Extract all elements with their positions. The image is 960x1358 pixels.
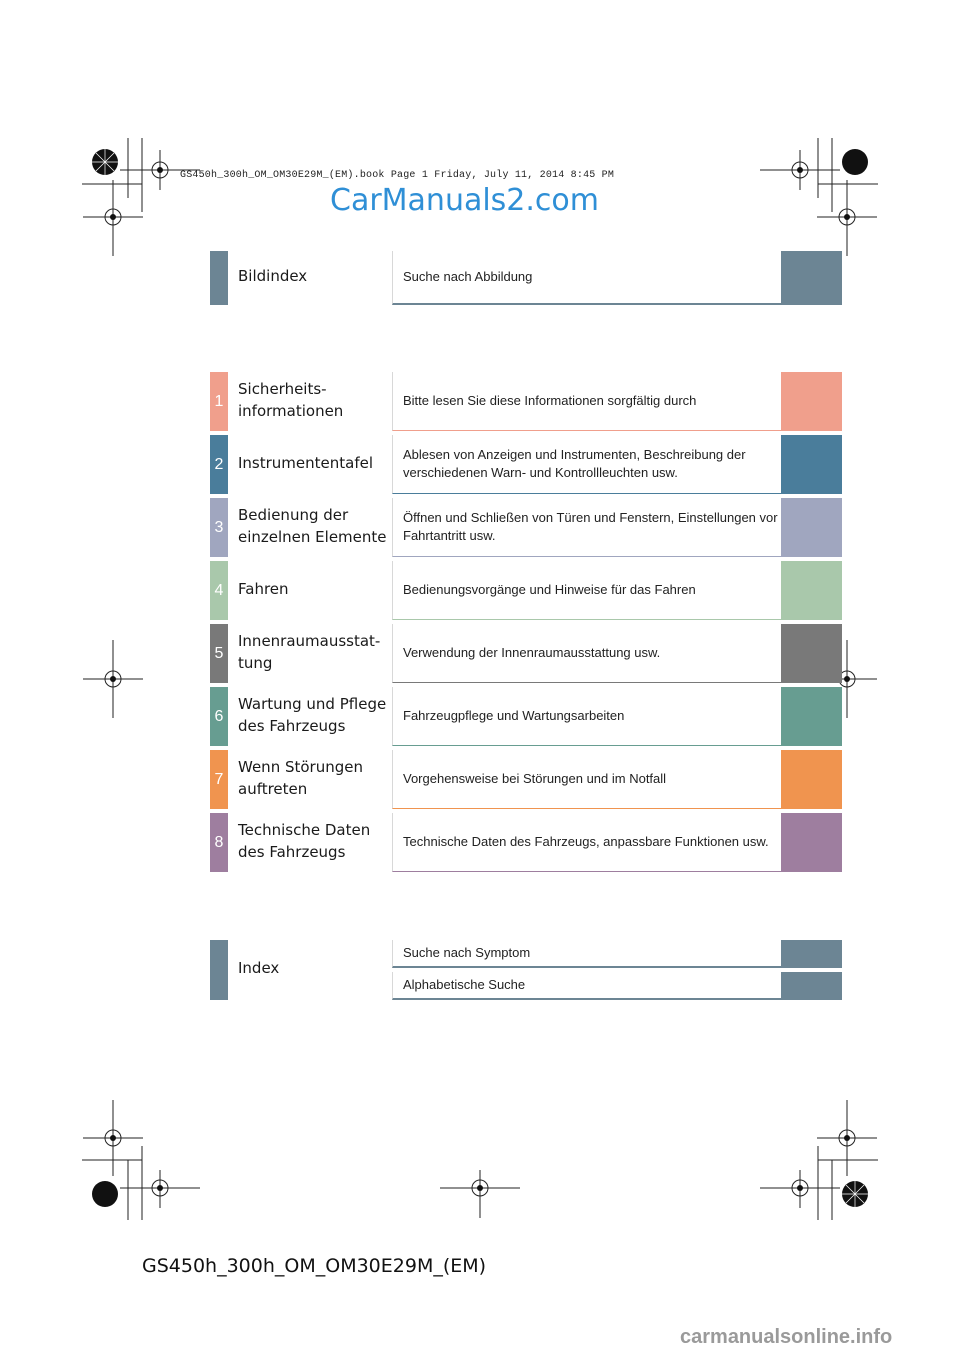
chapter-title: Wartung und Pflege des Fahrzeugs [238, 695, 387, 735]
chapter-number: 4 [210, 561, 228, 620]
chapter-number: 5 [210, 624, 228, 683]
bildindex-title: Bildindex [238, 267, 308, 285]
chapter-title: Innenraumausstat- tung [238, 632, 381, 672]
chapter-number: 6 [210, 687, 228, 746]
chapter-row-7[interactable] [0, 750, 960, 809]
chapter-description: Verwendung der Innenraumausstattung usw. [392, 624, 781, 683]
chapter-description: Technische Daten des Fahrzeugs, anpassbare Funktionen usw. [392, 813, 781, 872]
chapter-tab[interactable] [781, 498, 842, 557]
chapter-description: Bedienungsvorgänge und Hinweise für das Fahren [392, 561, 781, 620]
bildindex-color-bar [210, 251, 228, 305]
chapter-number: 3 [210, 498, 228, 557]
chapter-title: Wenn Störungen auftreten [238, 758, 363, 798]
chapter-description: Öffnen und Schließen von Türen und Fenstern, Einstellungen vor Fahrtantritt usw. [392, 498, 781, 557]
chapter-tab[interactable] [781, 750, 842, 809]
chapter-tab[interactable] [781, 687, 842, 746]
chapter-title: Sicherheits- informationen [238, 380, 344, 420]
watermark-logo: CarManuals2.com [330, 183, 600, 218]
chapter-tab[interactable] [781, 372, 842, 431]
chapter-title: Instrumententafel [238, 454, 374, 472]
index-row [0, 940, 960, 1000]
book-info-line: GS450h_300h_OM_OM30E29M_(EM).book Page 1 Friday, July 11, 2014 8:45 PM [180, 170, 615, 181]
chapter-number: 7 [210, 750, 228, 809]
chapter-tab[interactable] [781, 561, 842, 620]
chapter-title: Fahren [238, 580, 289, 598]
index-tab-alphabetic[interactable] [781, 972, 842, 1000]
chapter-row-1[interactable] [0, 372, 960, 431]
index-title: Index [238, 959, 280, 977]
chapter-row-3[interactable] [0, 498, 960, 557]
index-tab-symptom[interactable] [781, 940, 842, 968]
chapter-title: Bedienung der einzelnen Elemente [238, 506, 387, 546]
chapter-number: 2 [210, 435, 228, 494]
chapter-description: Ablesen von Anzeigen und Instrumenten, Beschreibung der verschiedenen Warn- und Kontrollleuchten usw. [392, 435, 781, 494]
index-item-symptom[interactable]: Suche nach Symptom [392, 940, 781, 968]
bildindex-tab[interactable] [781, 251, 842, 305]
chapter-number: 1 [210, 372, 228, 431]
chapter-row-5[interactable] [0, 624, 960, 683]
index-item-alphabetic[interactable]: Alphabetische Suche [392, 972, 781, 1000]
chapter-row-6[interactable] [0, 687, 960, 746]
chapter-tab[interactable] [781, 813, 842, 872]
chapter-row-4[interactable] [0, 561, 960, 620]
chapter-row-8[interactable] [0, 813, 960, 872]
chapter-description: Bitte lesen Sie diese Informationen sorgfältig durch [392, 372, 781, 431]
chapter-title: Technische Daten des Fahrzeugs [238, 821, 371, 861]
index-color-bar [210, 940, 228, 1000]
bildindex-description: Suche nach Abbildung [392, 251, 781, 305]
document-code: GS450h_300h_OM_OM30E29M_(EM) [142, 1255, 487, 1277]
bildindex-row[interactable] [0, 251, 960, 305]
chapter-description: Vorgehensweise bei Störungen und im Notfall [392, 750, 781, 809]
chapter-tab[interactable] [781, 624, 842, 683]
chapter-description: Fahrzeugpflege und Wartungsarbeiten [392, 687, 781, 746]
chapter-number: 8 [210, 813, 228, 872]
chapter-tab[interactable] [781, 435, 842, 494]
watermark-footer: carmanualsonline.info [680, 1326, 893, 1348]
chapter-row-2[interactable] [0, 435, 960, 494]
